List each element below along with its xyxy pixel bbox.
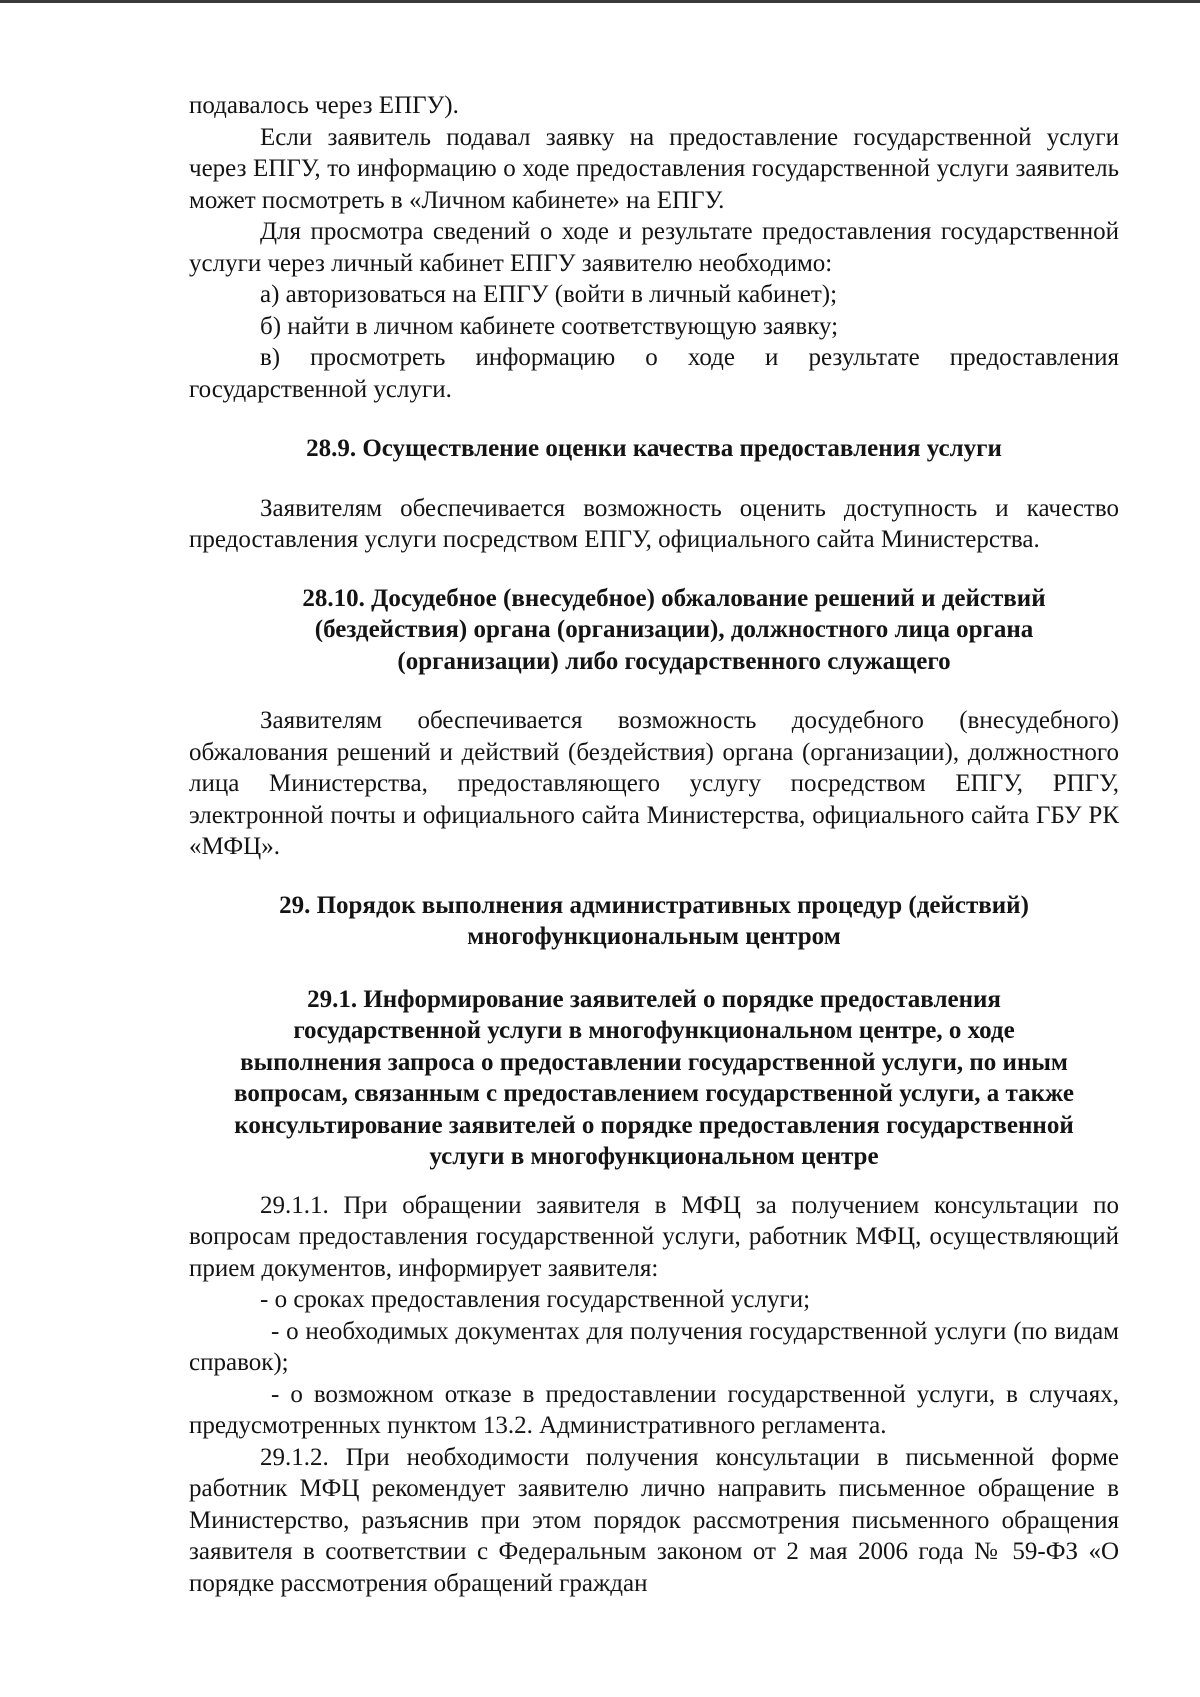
paragraph-quality-assessment: Заявителям обеспечивается возможность оценить доступность и качество предоставления услуги посредством ЕПГУ, официального сайта Министерства. [189, 494, 1119, 553]
list-item-b: б) найти в личном кабинете соответствующую заявку; [260, 312, 839, 340]
document-page [189, 90, 1119, 1599]
heading-line: 29. Порядок выполнения административных процедур (действий) [279, 891, 1029, 919]
heading-line: консультирование заявителей о порядке предоставления государственной [234, 1111, 1074, 1139]
heading-line: вопросам, связанным с предоставлением государственной услуги, а также [234, 1080, 1074, 1107]
list-dash-item: - о возможном отказе в предоставлении государственной услуги, в случаях, предусмотренных пунктом 13.2. Административного регламента. [189, 1380, 1119, 1439]
heading-line: (бездействия) органа (организации), должностного лица органа [314, 616, 1034, 643]
section-heading-28-10 [189, 583, 1119, 678]
section-heading-28-9: 28.9. Осуществление оценки качества предоставления услуги [306, 435, 1002, 462]
heading-line: выполнения запроса о предоставлении государственной услуги, по иным [240, 1048, 1068, 1076]
list-item-a: а) авторизоваться на ЕПГУ (войти в личный кабинет); [260, 281, 838, 308]
heading-line: 29.1. Информирование заявителей о порядке предоставления [307, 985, 1001, 1013]
section-heading-29-1 [189, 984, 1119, 1173]
paragraph-continuation: подавалось через ЕПГУ). [189, 92, 459, 119]
list-dash-item: - о сроках предоставления государственной услуги; [260, 1286, 811, 1313]
section-heading-29 [189, 890, 1119, 953]
paragraph-epgu-steps-intro: Для просмотра сведений о ходе и результате предоставления государственной услуги через личный кабинет ЕПГУ заявителю необходимо: [189, 218, 1119, 277]
scan-top-border [0, 0, 1200, 3]
paragraph-29-1-2: 29.1.2. При необходимости получения консультации в письменной форме работник МФЦ рекомендует заявителю лично направить письменное обращение в Министерство, разъяснив при этом порядок рассмотрения письменного обращения заявителя в соответствии с Федеральным законом от 2 мая 2006 года № 59-ФЗ «О порядке рассмотрения обращений граждан [189, 1443, 1119, 1597]
paragraph-pretrial-appeal: Заявителям обеспечивается возможность досудебного (внесудебного) обжалования решений и действий (бездействия) органа (организации), должностного лица Министерства, предоставляющего услугу посредством ЕПГУ, РПГУ, электронной почты и официального сайта Министерства, официального сайта ГБУ РК «МФЦ». [189, 707, 1119, 860]
heading-line: государственной услуги в многофункциональном центре, о ходе [293, 1017, 1015, 1044]
paragraph-epgu-status: Если заявитель подавал заявку на предоставление государственной услуги через ЕПГУ, то информацию о ходе предоставления государственной услуги заявитель может посмотреть в «Личном кабинете» на ЕПГУ. [189, 123, 1119, 214]
heading-line: услуги в многофункциональном центре [429, 1143, 879, 1170]
heading-line: 28.10. Досудебное (внесудебное) обжалование решений и действий [302, 584, 1046, 612]
list-item-v: в) просмотреть информацию о ходе и результате предоставления государственной услуги. [189, 344, 1119, 403]
list-dash-item: - о необходимых документах для получения государственной услуги (по видам справок); [189, 1317, 1119, 1376]
heading-line: многофункциональным центром [467, 923, 841, 950]
paragraph-29-1-1: 29.1.1. При обращении заявителя в МФЦ за получением консультации по вопросам предоставления государственной услуги, работник МФЦ, осуществляющий прием документов, информирует заявителя: [189, 1191, 1119, 1282]
heading-line: (организации) либо государственного служащего [397, 647, 951, 675]
